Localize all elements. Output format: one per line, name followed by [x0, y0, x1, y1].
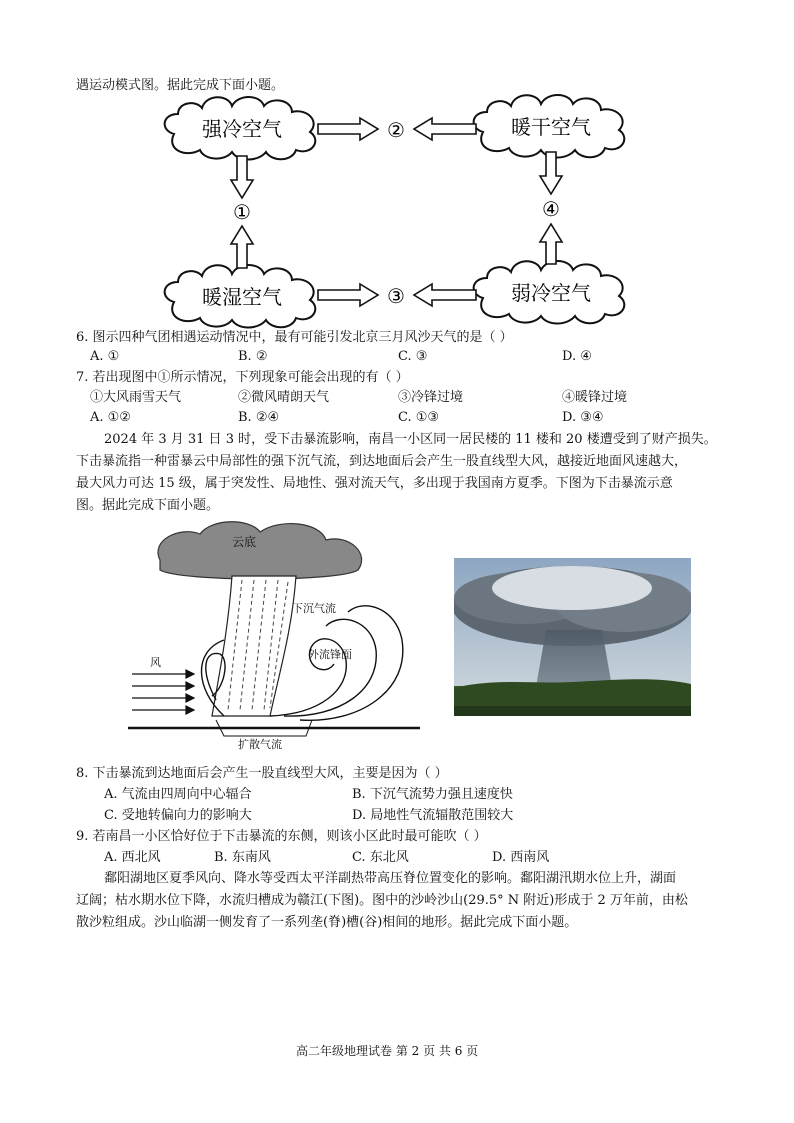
- label-wind: 风: [150, 656, 161, 669]
- q7-option-c: C. ①③: [398, 410, 440, 425]
- arrow-left-down: [231, 156, 253, 198]
- q7-option-b: B. ②④: [238, 410, 280, 425]
- q8-option-d: D. 局地性气流辐散范围较大: [352, 808, 514, 823]
- page-footer: 高二年级地理试卷 第 2 页 共 6 页: [296, 1044, 479, 1058]
- passage2-line2: 下击暴流指一种雷暴云中局部性的强下沉气流，到达地面后会产生一股直线型大风，越接近地面风速越大，: [76, 454, 688, 469]
- downburst-photo: [454, 558, 691, 716]
- marker-2: ②: [387, 118, 405, 142]
- q9-option-a: A. 西北风: [104, 850, 161, 865]
- q9-option-d: D. 西南风: [492, 850, 550, 865]
- downburst-diagram: [120, 520, 440, 760]
- marker-3: ③: [387, 284, 405, 308]
- q9-option-b: B. 东南风: [214, 850, 271, 865]
- q7-statement-2: ②微风晴朗天气: [238, 390, 330, 405]
- arrow-left-up: [231, 226, 253, 268]
- air-mass-diagram: [0, 0, 794, 330]
- label-cloud-base: 云底: [232, 535, 257, 549]
- q7-statement-1: ①大风雨雪天气: [90, 390, 182, 405]
- q8-option-c: C. 受地转偏向力的影响大: [104, 808, 252, 823]
- q8-option-a: A. 气流由四周向中心辐合: [104, 787, 252, 802]
- passage3-line3: 散沙粒组成。沙山临湖一侧发育了一系列垄(脊)槽(谷)相间的地形。据此完成下面小题。: [76, 915, 578, 930]
- label-downdraft: 下沉气流: [292, 602, 336, 615]
- label-weak-cold: 弱冷空气: [511, 281, 591, 305]
- passage2-line4: 图。据此完成下面小题。: [76, 498, 220, 513]
- label-warm-dry: 暖干空气: [511, 115, 591, 139]
- label-divergent-flow: 扩散气流: [238, 738, 282, 751]
- passage2-line1: 2024 年 3 月 31 日 3 时，受下击暴流影响，南昌一小区同一居民楼的 11 楼和 20 楼遭受到了财产损失。: [104, 432, 717, 447]
- q6-option-a: A. ①: [90, 349, 120, 364]
- label-warm-moist: 暖湿空气: [202, 285, 282, 309]
- passage3-line2: 辽阔；枯水期水位下降，水流归槽成为赣江(下图)。图中的沙岭沙山(29.5° N 附近)形成于 2 万年前，由松: [76, 893, 688, 908]
- q7-stem: 7. 若出现图中①所示情况，下列现象可能会出现的有（ ）: [76, 370, 409, 385]
- passage3-line1: 鄱阳湖地区夏季风向、降水等受西太平洋副热带高压脊位置变化的影响。鄱阳湖汛期水位上升，湖面: [104, 871, 677, 886]
- arrow-bottom-right: [318, 284, 378, 306]
- q9-option-c: C. 东北风: [352, 850, 409, 865]
- marker-4: ④: [542, 197, 560, 221]
- q8-option-b: B. 下沉气流势力强且速度快: [352, 787, 513, 802]
- q9-stem: 9. 若南昌一小区恰好位于下击暴流的东侧，则该小区此时最可能吹（ ）: [76, 829, 487, 844]
- q7-option-a: A. ①②: [90, 410, 131, 425]
- q8-stem: 8. 下击暴流到达地面后会产生一股直线型大风，主要是因为（ ）: [76, 766, 448, 781]
- arrow-top-left: [414, 118, 476, 140]
- q6-stem: 6. 图示四种气团相遇运动情况中，最有可能引发北京三月风沙天气的是（ ）: [76, 330, 513, 345]
- passage2-line3: 最大风力可达 15 级，属于突发性、局地性、强对流天气，多出现于我国南方夏季。下图为下击暴流示意: [76, 476, 673, 491]
- arrow-bottom-left: [414, 284, 476, 306]
- arrow-top-right: [318, 118, 378, 140]
- intro-tail: 遇运动模式图。据此完成下面小题。: [76, 78, 285, 93]
- label-outflow-front: 外流锋面: [308, 648, 352, 661]
- q6-option-d: D. ④: [562, 349, 592, 364]
- label-strong-cold: 强冷空气: [202, 117, 282, 141]
- q7-option-d: D. ③④: [562, 410, 604, 425]
- q6-option-c: C. ③: [398, 349, 428, 364]
- q7-statement-4: ④暖锋过境: [562, 390, 628, 405]
- marker-1: ①: [233, 200, 251, 224]
- q7-statement-3: ③冷锋过境: [398, 390, 464, 405]
- q6-option-b: B. ②: [238, 349, 268, 364]
- arrow-right-up: [540, 224, 562, 264]
